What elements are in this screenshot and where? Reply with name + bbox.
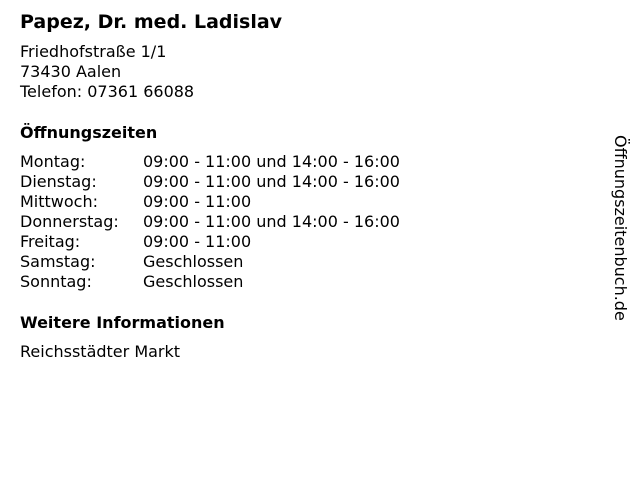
day-label: Mittwoch: bbox=[20, 192, 98, 211]
hours-row-monday bbox=[20, 152, 400, 172]
opening-hours-table bbox=[20, 152, 400, 292]
hours-value: 09:00 - 11:00 bbox=[143, 232, 252, 251]
opening-hours-title: Öffnungszeiten bbox=[20, 123, 158, 142]
day-label: Freitag: bbox=[20, 232, 81, 251]
address-block bbox=[20, 42, 600, 102]
phone-number: Telefon: 07361 66088 bbox=[20, 82, 195, 101]
hours-row-friday bbox=[20, 232, 400, 252]
practice-name: Papez, Dr. med. Ladislav bbox=[20, 11, 283, 33]
brand-watermark: Öffnungszeitenbuch.de bbox=[611, 135, 630, 321]
hours-value: 09:00 - 11:00 und 14:00 - 16:00 bbox=[143, 212, 400, 231]
hours-value: 09:00 - 11:00 und 14:00 - 16:00 bbox=[143, 152, 400, 171]
hours-value: Geschlossen bbox=[143, 252, 244, 271]
day-label: Samstag: bbox=[20, 252, 96, 271]
more-info-title: Weitere Informationen bbox=[20, 313, 225, 332]
hours-row-tuesday bbox=[20, 172, 400, 192]
practice-card bbox=[20, 8, 600, 362]
hours-row-saturday bbox=[20, 252, 400, 272]
day-label: Montag: bbox=[20, 152, 86, 171]
day-label: Dienstag: bbox=[20, 172, 97, 191]
day-label: Sonntag: bbox=[20, 272, 92, 291]
hours-row-wednesday bbox=[20, 192, 400, 212]
more-info-value: Reichsstädter Markt bbox=[20, 342, 181, 361]
hours-value: 09:00 - 11:00 und 14:00 - 16:00 bbox=[143, 172, 400, 191]
hours-row-sunday bbox=[20, 272, 400, 292]
street-address: Friedhofstraße 1/1 bbox=[20, 42, 167, 61]
day-label: Donnerstag: bbox=[20, 212, 119, 231]
hours-row-thursday bbox=[20, 212, 400, 232]
city-address: 73430 Aalen bbox=[20, 62, 122, 81]
hours-value: 09:00 - 11:00 bbox=[143, 192, 252, 211]
hours-value: Geschlossen bbox=[143, 272, 244, 291]
